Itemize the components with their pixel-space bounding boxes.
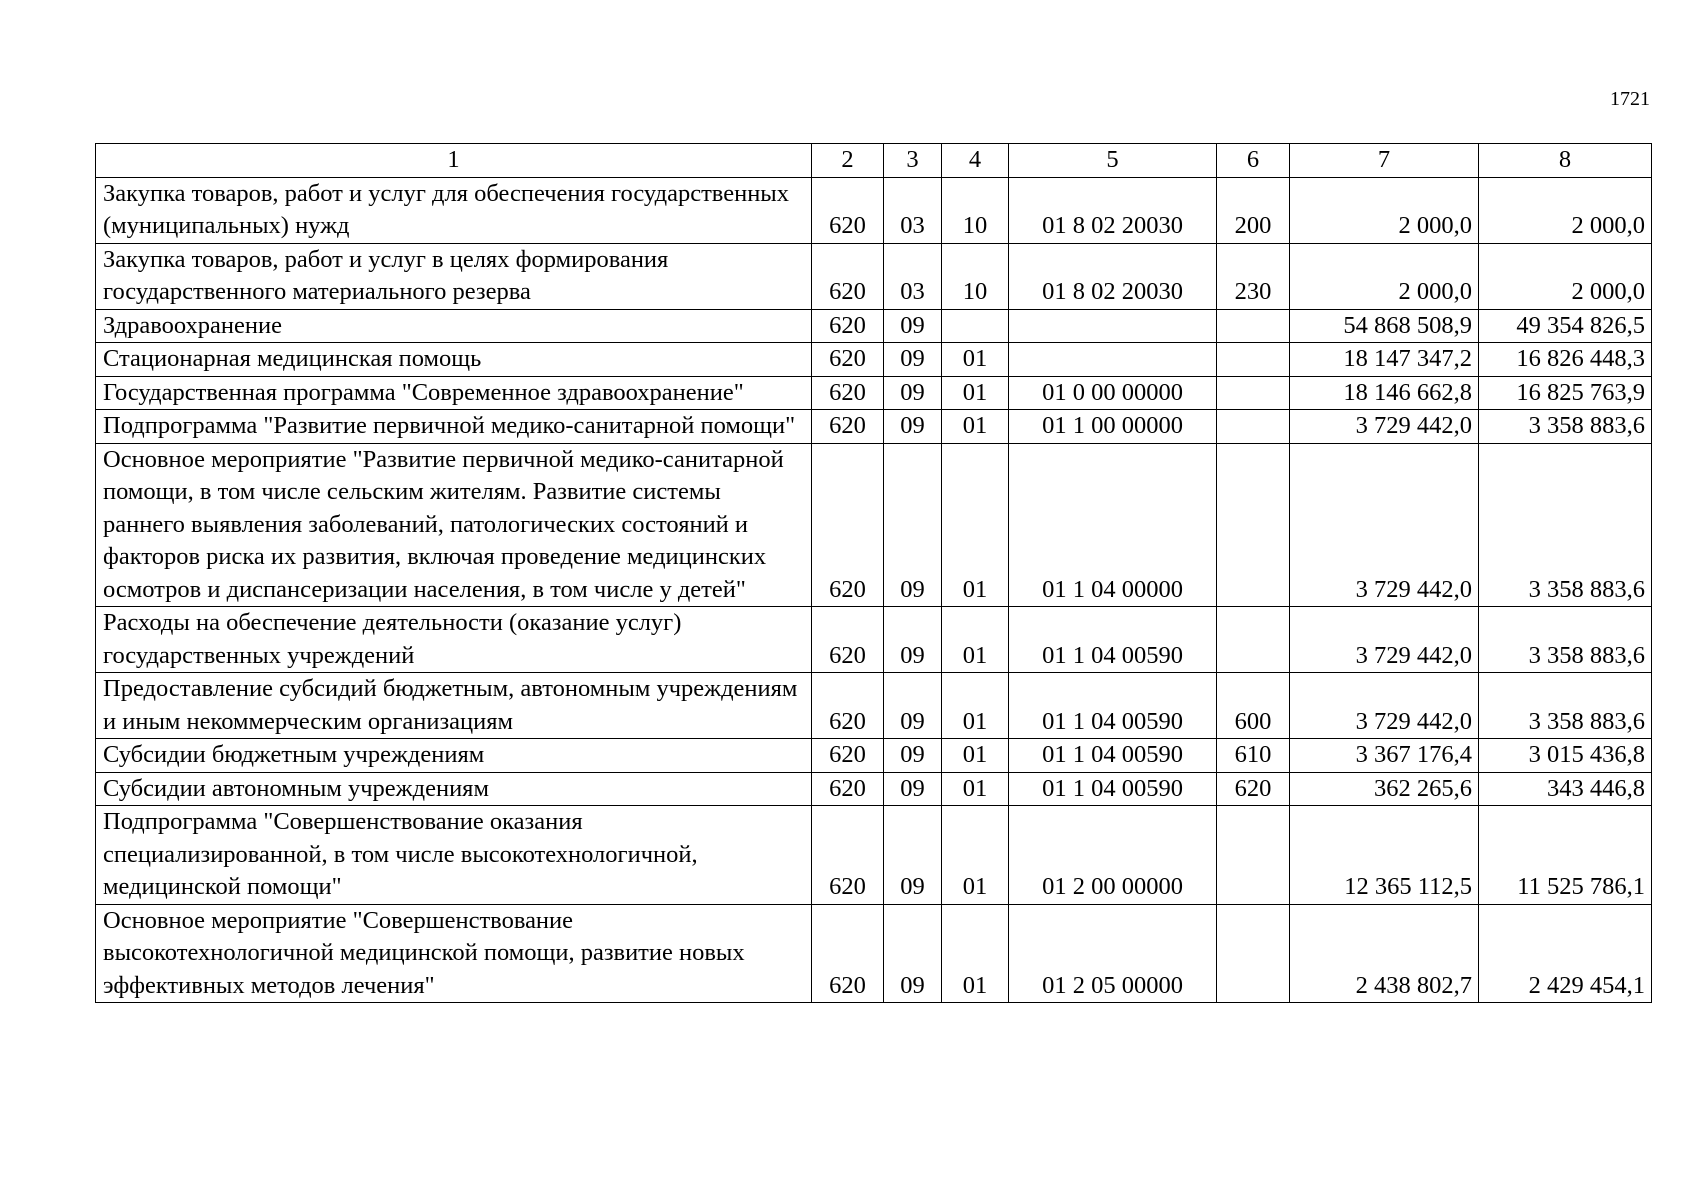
amount-col-8: 2 000,0: [1479, 177, 1652, 243]
table-row: [96, 739, 1652, 773]
subsection-code: 01: [942, 904, 1009, 1003]
column-header: 8: [1479, 144, 1652, 178]
table-row: [96, 177, 1652, 243]
column-header: 4: [942, 144, 1009, 178]
amount-col-7: 18 146 662,8: [1290, 376, 1479, 410]
column-header: 2: [812, 144, 884, 178]
table-row: [96, 772, 1652, 806]
section-code: 09: [884, 739, 942, 773]
ministry-code: 620: [812, 772, 884, 806]
section-code: 09: [884, 343, 942, 377]
ministry-code: 620: [812, 806, 884, 905]
amount-col-8: 11 525 786,1: [1479, 806, 1652, 905]
amount-col-7: 18 147 347,2: [1290, 343, 1479, 377]
amount-col-7: 3 729 442,0: [1290, 607, 1479, 673]
table-row: [96, 806, 1652, 905]
section-code: 09: [884, 904, 942, 1003]
subsection-code: [942, 309, 1009, 343]
row-name: Предоставление субсидий бюджетным, автономным учреждениям и иным некоммерческим организациям: [96, 673, 812, 739]
table-row: [96, 443, 1652, 607]
row-name: Закупка товаров, работ и услуг в целях формирования государственного материального резерва: [96, 243, 812, 309]
section-code: 03: [884, 243, 942, 309]
subsection-code: 10: [942, 177, 1009, 243]
subsection-code: 01: [942, 806, 1009, 905]
expense-type-code: [1217, 343, 1290, 377]
row-name: Субсидии автономным учреждениям: [96, 772, 812, 806]
table-row: [96, 410, 1652, 444]
table-row: [96, 607, 1652, 673]
amount-col-7: 3 729 442,0: [1290, 443, 1479, 607]
section-code: 09: [884, 806, 942, 905]
subsection-code: 01: [942, 673, 1009, 739]
subsection-code: 01: [942, 607, 1009, 673]
amount-col-8: 3 358 883,6: [1479, 410, 1652, 444]
expense-type-code: [1217, 410, 1290, 444]
amount-col-8: 2 429 454,1: [1479, 904, 1652, 1003]
amount-col-8: 16 826 448,3: [1479, 343, 1652, 377]
ministry-code: 620: [812, 739, 884, 773]
expense-type-code: [1217, 904, 1290, 1003]
amount-col-7: 3 729 442,0: [1290, 673, 1479, 739]
expense-type-code: 230: [1217, 243, 1290, 309]
target-article-code: 01 2 05 00000: [1009, 904, 1217, 1003]
section-code: 09: [884, 309, 942, 343]
amount-col-7: 54 868 508,9: [1290, 309, 1479, 343]
subsection-code: 01: [942, 772, 1009, 806]
table-row: [96, 309, 1652, 343]
row-name: Здравоохранение: [96, 309, 812, 343]
target-article-code: 01 1 04 00000: [1009, 443, 1217, 607]
row-name: Государственная программа "Современное здравоохранение": [96, 376, 812, 410]
amount-col-8: 16 825 763,9: [1479, 376, 1652, 410]
subsection-code: 01: [942, 410, 1009, 444]
row-name: Основное мероприятие "Совершенствование высокотехнологичной медицинской помощи, развитие новых эффективных методов лечения": [96, 904, 812, 1003]
table-row: [96, 904, 1652, 1003]
page-number: 1721: [1610, 88, 1650, 110]
subsection-code: 01: [942, 739, 1009, 773]
row-name: Стационарная медицинская помощь: [96, 343, 812, 377]
target-article-code: [1009, 309, 1217, 343]
section-code: 09: [884, 410, 942, 444]
subsection-code: 01: [942, 343, 1009, 377]
ministry-code: 620: [812, 607, 884, 673]
expense-type-code: [1217, 376, 1290, 410]
amount-col-8: 3 015 436,8: [1479, 739, 1652, 773]
target-article-code: 01 1 04 00590: [1009, 739, 1217, 773]
target-article-code: 01 8 02 20030: [1009, 177, 1217, 243]
table-row: [96, 673, 1652, 739]
expense-type-code: [1217, 806, 1290, 905]
amount-col-7: 3 729 442,0: [1290, 410, 1479, 444]
ministry-code: 620: [812, 673, 884, 739]
amount-col-8: 3 358 883,6: [1479, 673, 1652, 739]
expense-type-code: 600: [1217, 673, 1290, 739]
column-header: 1: [96, 144, 812, 178]
ministry-code: 620: [812, 443, 884, 607]
column-header: 6: [1217, 144, 1290, 178]
target-article-code: 01 1 04 00590: [1009, 772, 1217, 806]
target-article-code: 01 1 04 00590: [1009, 673, 1217, 739]
ministry-code: 620: [812, 243, 884, 309]
section-code: 03: [884, 177, 942, 243]
target-article-code: 01 1 00 00000: [1009, 410, 1217, 444]
amount-col-8: 49 354 826,5: [1479, 309, 1652, 343]
amount-col-8: 3 358 883,6: [1479, 607, 1652, 673]
section-code: 09: [884, 376, 942, 410]
amount-col-8: 343 446,8: [1479, 772, 1652, 806]
section-code: 09: [884, 607, 942, 673]
expense-type-code: [1217, 607, 1290, 673]
column-header: 7: [1290, 144, 1479, 178]
table-row: [96, 343, 1652, 377]
expense-type-code: [1217, 309, 1290, 343]
amount-col-7: 2 438 802,7: [1290, 904, 1479, 1003]
subsection-code: 01: [942, 443, 1009, 607]
section-code: 09: [884, 673, 942, 739]
section-code: 09: [884, 772, 942, 806]
amount-col-8: 2 000,0: [1479, 243, 1652, 309]
amount-col-7: 362 265,6: [1290, 772, 1479, 806]
header-row: [96, 144, 1652, 178]
ministry-code: 620: [812, 376, 884, 410]
row-name: Подпрограмма "Развитие первичной медико-санитарной помощи": [96, 410, 812, 444]
amount-col-8: 3 358 883,6: [1479, 443, 1652, 607]
target-article-code: [1009, 343, 1217, 377]
row-name: Расходы на обеспечение деятельности (оказание услуг) государственных учреждений: [96, 607, 812, 673]
expense-type-code: 620: [1217, 772, 1290, 806]
table-row: [96, 243, 1652, 309]
target-article-code: 01 1 04 00590: [1009, 607, 1217, 673]
amount-col-7: 3 367 176,4: [1290, 739, 1479, 773]
ministry-code: 620: [812, 343, 884, 377]
subsection-code: 10: [942, 243, 1009, 309]
section-code: 09: [884, 443, 942, 607]
budget-table: [95, 143, 1652, 1003]
target-article-code: 01 8 02 20030: [1009, 243, 1217, 309]
amount-col-7: 2 000,0: [1290, 243, 1479, 309]
table-row: [96, 376, 1652, 410]
row-name: Закупка товаров, работ и услуг для обеспечения государственных (муниципальных) нужд: [96, 177, 812, 243]
amount-col-7: 2 000,0: [1290, 177, 1479, 243]
target-article-code: 01 2 00 00000: [1009, 806, 1217, 905]
ministry-code: 620: [812, 904, 884, 1003]
row-name: Основное мероприятие "Развитие первичной медико-санитарной помощи, в том числе сельским жителям. Развитие системы раннего выявления заболеваний, патологических состояний и факторов риска их развития, включая проведение медицинских осмотров и диспансеризации населения, в том числе у детей": [96, 443, 812, 607]
ministry-code: 620: [812, 410, 884, 444]
row-name: Субсидии бюджетным учреждениям: [96, 739, 812, 773]
column-header: 3: [884, 144, 942, 178]
expense-type-code: 610: [1217, 739, 1290, 773]
row-name: Подпрограмма "Совершенствование оказания специализированной, в том числе высокотехнологичной, медицинской помощи": [96, 806, 812, 905]
amount-col-7: 12 365 112,5: [1290, 806, 1479, 905]
column-header: 5: [1009, 144, 1217, 178]
ministry-code: 620: [812, 177, 884, 243]
expense-type-code: [1217, 443, 1290, 607]
expense-type-code: 200: [1217, 177, 1290, 243]
ministry-code: 620: [812, 309, 884, 343]
target-article-code: 01 0 00 00000: [1009, 376, 1217, 410]
subsection-code: 01: [942, 376, 1009, 410]
